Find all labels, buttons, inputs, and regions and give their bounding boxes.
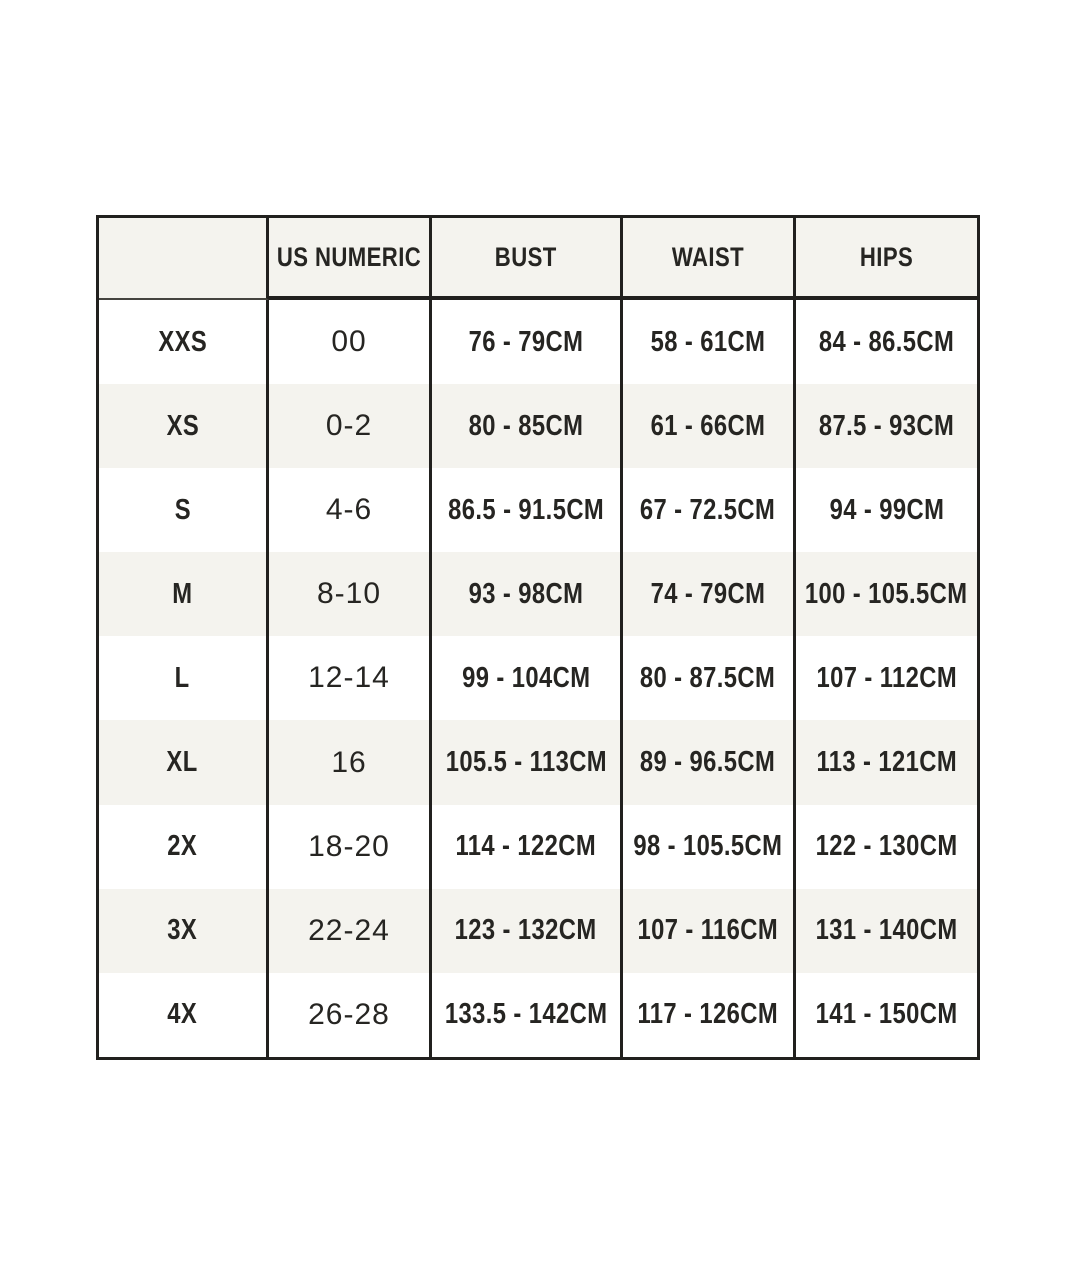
hips-value: 113 - 121CM [816, 746, 957, 779]
us-numeric-value: 26-28 [308, 997, 390, 1031]
header-label: WAIST [671, 241, 745, 272]
hips-value: 141 - 150CM [815, 998, 958, 1031]
us-numeric-cell [269, 552, 432, 636]
bust-value: 105.5 - 113CM [445, 746, 607, 779]
hips-value: 100 - 105.5CM [805, 577, 968, 610]
us-numeric-value: 8-10 [316, 577, 382, 611]
us-numeric-value: 4-6 [325, 493, 373, 527]
waist-cell [623, 468, 796, 552]
waist-value: 117 - 126CM [637, 998, 779, 1031]
bust-cell [432, 805, 623, 889]
bust-cell [432, 973, 623, 1057]
hips-cell [796, 468, 977, 552]
us-numeric-value: 00 [331, 325, 367, 359]
bust-cell [432, 468, 623, 552]
size-cell [99, 973, 269, 1057]
size-cell [99, 384, 269, 468]
us-numeric-cell [269, 889, 432, 973]
header-waist [623, 218, 796, 300]
header-label: HIPS [859, 241, 914, 272]
bust-value: 99 - 104CM [461, 661, 591, 694]
bust-value: 133.5 - 142CM [444, 998, 608, 1031]
size-label: XL [166, 746, 199, 779]
waist-cell [623, 805, 796, 889]
size-chart-table [96, 215, 980, 1060]
hips-cell [796, 636, 977, 720]
hips-value: 107 - 112CM [816, 661, 957, 694]
size-label: L [175, 661, 190, 694]
header-label: US NUMERIC [276, 241, 422, 272]
size-cell [99, 720, 269, 804]
waist-cell [623, 720, 796, 804]
bust-value: 93 - 98CM [468, 577, 584, 610]
hips-value: 84 - 86.5CM [818, 325, 955, 358]
waist-cell [623, 552, 796, 636]
size-label: XXS [158, 325, 207, 358]
us-numeric-value: 16 [331, 745, 367, 779]
waist-value: 74 - 79CM [650, 577, 766, 610]
waist-value: 107 - 116CM [637, 914, 779, 947]
us-numeric-value: 12-14 [308, 661, 390, 695]
size-label: S [174, 493, 191, 526]
us-numeric-cell [269, 720, 432, 804]
bust-value: 114 - 122CM [455, 830, 597, 863]
waist-cell [623, 636, 796, 720]
us-numeric-cell [269, 468, 432, 552]
us-numeric-cell [269, 973, 432, 1057]
waist-value: 67 - 72.5CM [640, 493, 776, 526]
waist-value: 61 - 66CM [650, 409, 766, 442]
hips-cell [796, 300, 977, 384]
size-cell [99, 805, 269, 889]
waist-value: 80 - 87.5CM [640, 661, 776, 694]
header-us-numeric [269, 218, 432, 300]
hips-value: 87.5 - 93CM [818, 409, 955, 442]
us-numeric-value: 0-2 [325, 409, 373, 443]
waist-value: 89 - 96.5CM [640, 746, 776, 779]
us-numeric-cell [269, 636, 432, 720]
bust-cell [432, 636, 623, 720]
hips-value: 94 - 99CM [829, 493, 944, 526]
hips-cell [796, 552, 977, 636]
size-cell [99, 300, 269, 384]
size-label: 3X [167, 914, 198, 947]
size-label: XS [166, 409, 199, 442]
hips-cell [796, 720, 977, 804]
us-numeric-value: 18-20 [308, 829, 390, 863]
hips-cell [796, 805, 977, 889]
waist-cell [623, 384, 796, 468]
bust-cell [432, 552, 623, 636]
header-label: BUST [495, 241, 557, 272]
size-label: M [172, 577, 193, 610]
size-cell [99, 552, 269, 636]
bust-value: 86.5 - 91.5CM [447, 493, 605, 526]
bust-cell [432, 300, 623, 384]
waist-cell [623, 889, 796, 973]
hips-cell [796, 973, 977, 1057]
bust-cell [432, 889, 623, 973]
bust-cell [432, 720, 623, 804]
size-label: 4X [167, 998, 198, 1031]
us-numeric-cell [269, 384, 432, 468]
bust-cell [432, 384, 623, 468]
bust-value: 76 - 79CM [468, 325, 584, 358]
header-hips [796, 218, 977, 300]
us-numeric-value: 22-24 [308, 913, 390, 947]
us-numeric-cell [269, 805, 432, 889]
size-cell [99, 636, 269, 720]
bust-value: 123 - 132CM [455, 914, 597, 947]
hips-value: 131 - 140CM [815, 914, 958, 947]
header-empty [99, 218, 269, 300]
header-bust [432, 218, 623, 300]
waist-value: 98 - 105.5CM [633, 830, 783, 863]
waist-cell [623, 300, 796, 384]
size-cell [99, 468, 269, 552]
hips-cell [796, 889, 977, 973]
waist-cell [623, 973, 796, 1057]
size-cell [99, 889, 269, 973]
bust-value: 80 - 85CM [468, 409, 584, 442]
hips-value: 122 - 130CM [815, 830, 958, 863]
hips-cell [796, 384, 977, 468]
size-label: 2X [167, 830, 198, 863]
us-numeric-cell [269, 300, 432, 384]
waist-value: 58 - 61CM [650, 325, 766, 358]
